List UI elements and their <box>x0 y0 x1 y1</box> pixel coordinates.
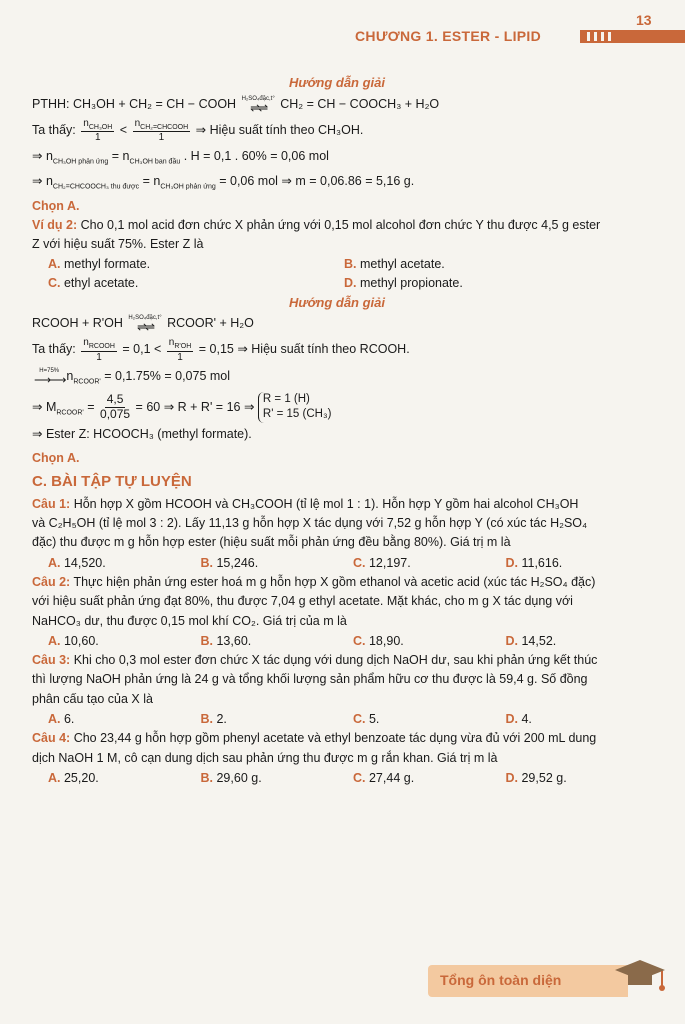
question-label: Câu 2: <box>32 574 71 589</box>
question-options <box>32 769 642 787</box>
step-line-2: ⇒ $n_{CH_2=CHCOOCH_3 thu được} = n_{CH_3OH phản ứng} = 0,06$ mol ⇒ m = 0,06.86 = 5,16 g. <box>32 173 415 191</box>
page-number: 13 <box>636 12 652 28</box>
yield-arrow: H=75% ⟶⟶ <box>34 367 65 387</box>
question-3 <box>32 651 642 709</box>
solution-brace: R = 1 (H) R' = 15 (CH₃) <box>258 392 332 423</box>
yield-line: H=75% ⟶⟶ $n_{RCOOR'} = 0,1.75\% = 0,075$ mol <box>34 367 231 387</box>
answer-2: Chọn A. <box>32 450 80 465</box>
option-a: A. 25,20. <box>48 771 99 786</box>
equation-1: PTHH: CH₃OH + CH₂ = CH − COOH H₂SO₄đặc,t° ⇌⇌ CH₂ = CH − COOCH₃ + H₂O <box>32 95 440 115</box>
question-4 <box>32 729 642 768</box>
guide-title-2: Hướng dẫn giải <box>288 294 385 310</box>
option-a: A. 10,60. <box>48 633 99 648</box>
option-d: D. 4. <box>505 712 532 727</box>
step-line-1: ⇒ $n_{CH_3OH phản ứng} = n_{CH_3OH ban đầu}$ . H = 0,1 . 60% = 0,06 mol <box>32 149 329 166</box>
option-b: B. 29,60 g. <box>200 771 262 786</box>
question-text-line: dịch NaOH 1 M, cô cạn dung dịch sau phản ứng thu được m g rắn khan. Giá trị m là <box>32 750 498 765</box>
footer-label: Tổng ôn toàn diện <box>440 972 562 988</box>
question-text-line: Khi cho 0,3 mol ester đơn chức X tác dụng với dung dịch NaOH dư, sau khi phản ứng kết thúc <box>73 653 598 668</box>
option-c: C. 27,44 g. <box>353 771 415 786</box>
option-c: C. ethyl acetate. <box>48 275 139 290</box>
question-options <box>32 632 642 650</box>
question-label: Câu 4: <box>32 731 71 746</box>
option-b: B. 15,246. <box>200 555 259 570</box>
question-text-line: và C₂H₅OH (tỉ lệ mol 3 : 2). Lấy 11,13 g hỗn hợp X tác dụng với 7,52 g hỗn hợp Y (có xúc tác H₂SO₄ <box>32 515 588 530</box>
guide-title-1: Hướng dẫn giải <box>288 75 385 90</box>
conclusion-line: ⇒ Ester Z: HCOOCH₃ (methyl formate). <box>32 426 252 441</box>
option-c: C. 5. <box>353 712 380 727</box>
example-2-options-row-2 <box>32 274 642 292</box>
reversible-arrow: H₂SO₄đặc,t° ⇌⇌ <box>128 315 162 335</box>
graduation-cap-icon <box>610 955 670 1005</box>
option-a: A. 6. <box>48 712 75 727</box>
question-text-line: thì lượng NaOH phản ứng là 24 g và tổng khối lượng sản phẩm hữu cơ thu được là 59,4 g. Số đồng <box>32 672 588 687</box>
molar-mass-line: ⇒ $M_{RCOOR'}$ = $\frac{4,5}{0,075}$ = 60 ⇒ R + R' = 16 ⇒ R = 1 (H) R' = 15 (CH₃) <box>32 392 642 423</box>
question-options <box>32 554 642 572</box>
question-text-line: với hiệu suất phản ứng đạt 80%, thu được 7,04 g ethyl acetate. Mặt khác, cho m g X tác dụng với <box>32 594 573 609</box>
option-c: C. 12,197. <box>353 555 411 570</box>
example-2-options-row-1 <box>32 255 642 273</box>
question-options <box>32 710 642 728</box>
reversible-arrow: H₂SO₄đặc,t° ⇌⇌ <box>241 95 275 115</box>
option-d: D. 11,616. <box>505 555 563 570</box>
option-b: B. 2. <box>200 712 227 727</box>
question-1 <box>32 495 642 553</box>
question-label: Câu 3: <box>32 653 71 668</box>
example-2: Ví dụ 2: Cho 0,1 mol acid đơn chức X phản ứng với 0,15 mol alcohol đơn chức Y thu được 4,5 g ester Z với hiệu suất 75%. Ester Z là <box>32 217 601 252</box>
option-d: D. methyl propionate. <box>344 275 463 290</box>
section-title: C. BÀI TẬP TỰ LUYỆN <box>32 472 192 490</box>
question-text-line: Thực hiện phản ứng ester hoá m g hỗn hợp X gồm ethanol và acetic acid (xúc tác H₂SO₄ đặc) <box>73 574 596 589</box>
option-b: B. methyl acetate. <box>344 257 445 272</box>
header-stripes <box>587 32 611 41</box>
question-text-line: Hỗn hợp X gồm HCOOH và CH₃COOH (tỉ lệ mol 1 : 1). Hỗn hợp Y gồm hai alcohol CH₃OH <box>73 496 579 511</box>
chapter-title: CHƯƠNG 1. ESTER - LIPID <box>355 28 542 44</box>
question-text-line: Cho 23,44 g hỗn hợp gồm phenyl acetate và ethyl benzoate tác dụng vừa đủ với 200 mL dung <box>73 731 597 746</box>
questions-list <box>32 495 642 788</box>
question-text-line: NaHCO₃ dư, thu được 0,15 mol khí CO₂. Giá trị của m là <box>32 613 347 628</box>
question-2 <box>32 573 642 631</box>
ratio-line-2: Ta thấy: $\frac{n_{RCOOH}}{1}$ = 0,1 < $\frac{n_{R'OH}}{1}$ = 0,15 ⇒ Hiệu suất tính theo RCOOH. <box>32 337 410 363</box>
equation-2: RCOOH + R'OH H₂SO₄đặc,t° ⇌⇌ RCOOR' + H₂O <box>32 315 254 335</box>
option-d: D. 14,52. <box>505 633 557 648</box>
option-c: C. 18,90. <box>353 633 404 648</box>
option-a: A. methyl formate. <box>48 257 151 272</box>
option-b: B. 13,60. <box>200 633 252 648</box>
question-text-line: đặc) thu được m g hỗn hợp ester (hiệu suất mỗi phản ứng đều bằng 80%). Giá trị m là <box>32 535 511 550</box>
answer-1: Chọn A. <box>32 198 80 213</box>
ratio-line-1: Ta thấy: $\frac{n_{CH_3OH}}{1}$ < $\frac{n_{CH_2=CHCOOH}}{1}$ ⇒ Hiệu suất tính theo CH₃OH. <box>32 117 364 144</box>
option-a: A. 14,520. <box>48 555 106 570</box>
page-content <box>32 72 642 787</box>
option-d: D. 29,52 g. <box>505 771 567 786</box>
question-label: Câu 1: <box>32 496 71 511</box>
question-text-line: phân cấu tạo của X là <box>32 691 153 706</box>
